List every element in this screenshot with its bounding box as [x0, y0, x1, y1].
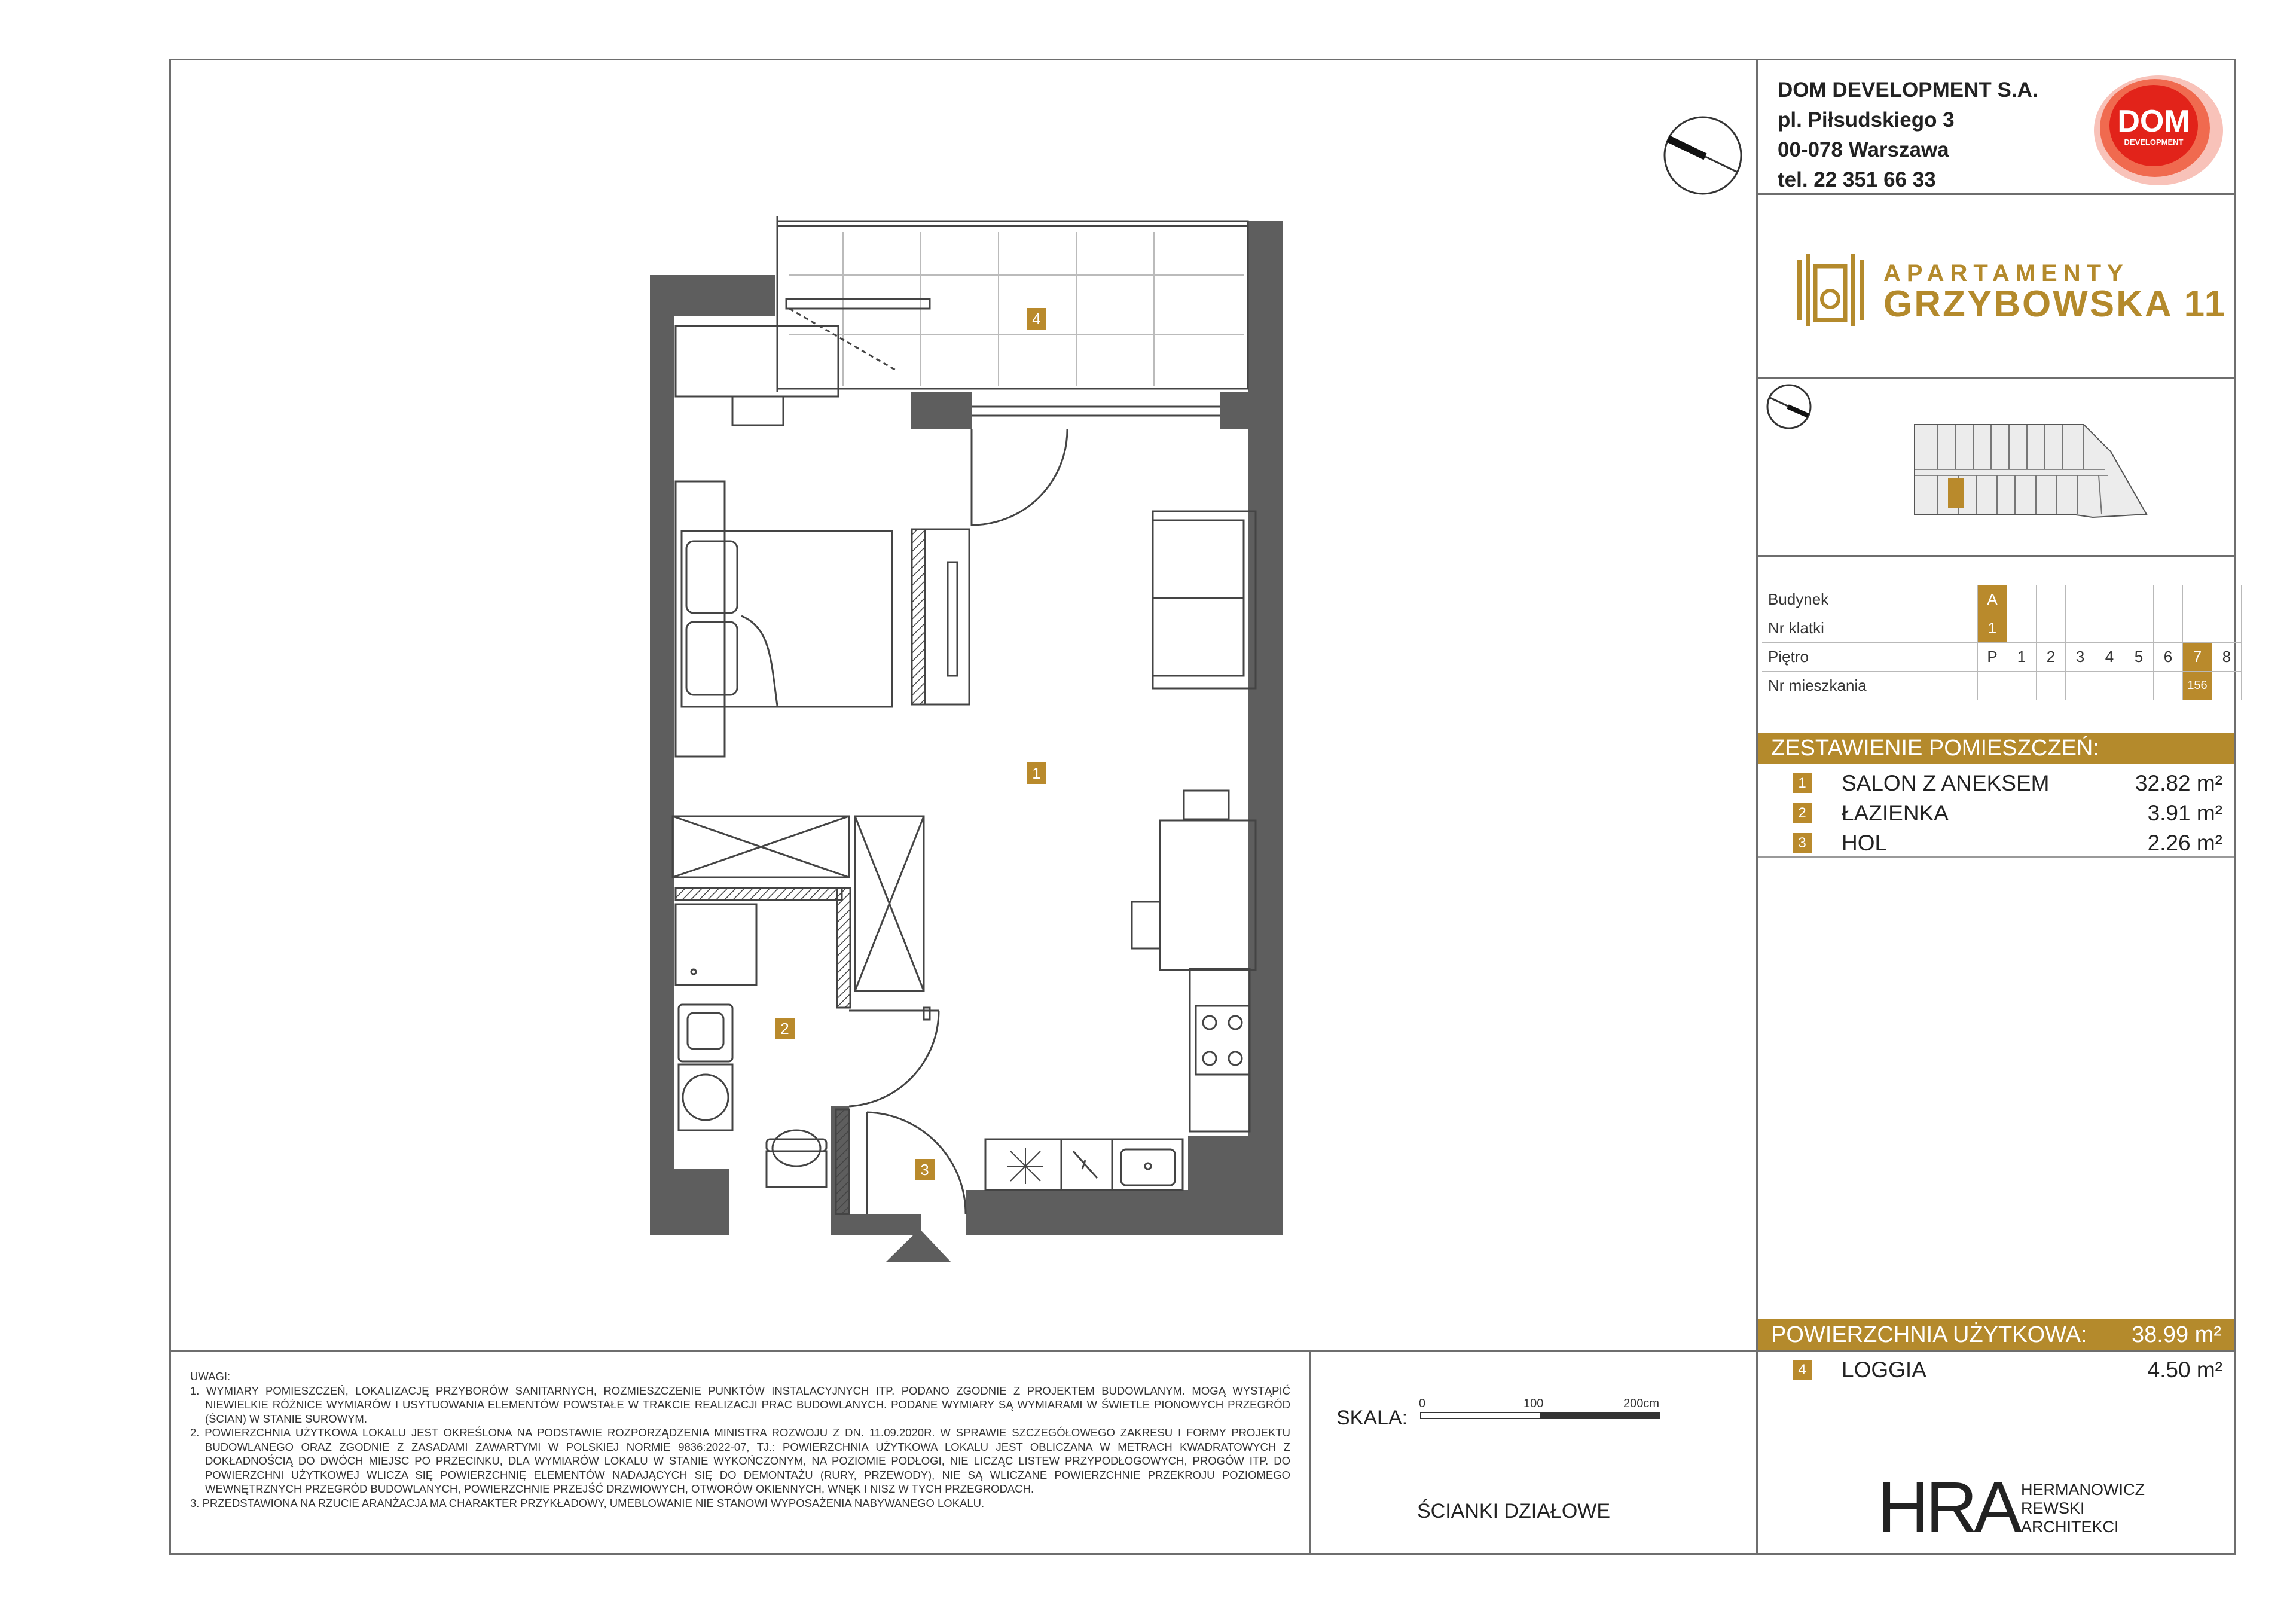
plan-label-2: 2	[775, 1018, 795, 1039]
rooms-header	[1758, 733, 2234, 764]
company-info	[1778, 75, 2038, 195]
total-area-bar	[1758, 1319, 2234, 1350]
bathroom	[673, 816, 939, 1187]
note-1: 1. WYMIARY POMIESZCZEŃ, LOKALIZACJĘ PRZYBORÓW SANITARNYCH, ROZMIESZCZENIE PUNKTÓW INSTALACYJNYCH ITP. PODANO ZGODNIE Z PROJEKTEM BUDOWLANYM. MOGĄ WYSTĄPIĆ NIEWIELKIE RÓŻNICE WYMIARÓW I USYTUOWANIA ELEMENTÓW POWSTAŁE W TRAKCIE REALIZACJI PRAC BUDOWLANYCH. PODANE WYMIARY SĄ WYMIARAMI W ŚWIETLE PIONOWYCH PRZEGRÓD (ŚCIAN) W STANIE SUROWYM.	[190, 1384, 1290, 1425]
row-nr-klatki: Nr klatki 1	[1762, 614, 2242, 643]
architect-names: HERMANOWICZ REWSKI ARCHITEKCI	[2021, 1481, 2145, 1536]
scale-tick-0: 0	[1419, 1397, 1426, 1410]
company-street: pl. Piłsudskiego 3	[1778, 108, 1955, 132]
project-name-line2: GRZYBOWSKA 11	[1883, 283, 2227, 325]
company-city: 00-078 Warszawa	[1778, 138, 1949, 161]
balcony-door	[972, 429, 1067, 525]
wardrobe	[912, 529, 969, 704]
architect-logo-text: HRA	[1877, 1467, 2019, 1547]
scale-tick-100: 100	[1523, 1397, 1544, 1410]
room-row-1: 1 SALON Z ANEKSEM 32.82 m²	[1758, 768, 2234, 798]
legend-label: ŚCIANKI DZIAŁOWE	[1417, 1500, 1611, 1523]
north-compass-icon	[1665, 117, 1741, 194]
plan-label-3: 3	[915, 1159, 935, 1180]
label-budynek: Budynek	[1762, 585, 1978, 614]
divider-keyplan	[1756, 555, 2236, 557]
company-name: DOM DEVELOPMENT S.A.	[1778, 78, 2038, 102]
keyplan-unit-highlight	[1948, 478, 1964, 508]
scale-bar	[1420, 1411, 1671, 1423]
plan-label-4: 4	[1027, 308, 1046, 330]
dom-development-logo	[2087, 66, 2225, 191]
row-pietro: Piętro P 1 2 3 4 5 6 7 8	[1762, 643, 2242, 672]
hall-door	[836, 1109, 966, 1214]
notes	[190, 1369, 1290, 1510]
divider-notes	[1309, 1350, 1311, 1555]
note-2: 2. POWIERZCHNIA UŻYTKOWA LOKALU JEST OKREŚLONA NA PODSTAWIE ROZPORZĄDZENIA MINISTRA ROZWOJU Z DN. 11.09.2020R. W SPRAWIE SZCZEGÓŁOWEGO ZAKRESU I FORMY PROJEKTU BUDOWLANEGO ORAZ ZGODNIE Z ZASADAMI ZAWARTYMI W POLSKIEJ NORMIE 9836:2022-07, TJ.: POWIERZCHNIA UŻYTKOWA LOKALU JEST OBLICZANA W METRACH KWADRATOWYCH Z DOKŁADNOŚCIĄ DO DWÓCH MIEJSC PO PRZECINKU, DLA WYMIARÓW LOKALU W STANIE WYKOŃCZONYM, NA POZIOMIE PODŁOGI, NIE LICZĄC LISTEW PRZYPODŁOGOWYCH, PROGÓW ITP. DO POWIERZCHNI UŻYTKOWEJ WLICZA SIĘ POWIERZCHNIĘ ELEMENTÓW NADAJĄCYCH SIĘ DO DEMONTAŻU (RURY, PRZEWODY), NIE SĄ WLICZANE POWIERZCHNIE PRZEKROJU POZIOMEGO WEWNĘTRZNYCH PRZEGRÓD BUDOWLANYCH, POWIERZCHNIE PRZEJŚĆ DRZWIOWYCH, OTWORÓW OKIENNYCH, WNĘK I NISZ W TYCH PRZEGRODACH.	[190, 1426, 1290, 1495]
title-block-divider	[1756, 59, 1758, 1350]
scale-label: SKALA:	[1336, 1407, 1408, 1429]
scale-tick-200: 200cm	[1623, 1397, 1660, 1410]
project-name-line1: APARTAMENTY	[1883, 260, 2129, 286]
desk	[676, 326, 838, 396]
row-nr-mieszkania: Nr mieszkania 156	[1762, 672, 2242, 700]
room-row-loggia: 4 LOGGIA 4.50 m²	[1758, 1355, 2234, 1385]
dining-table	[1132, 791, 1256, 970]
dom-logo-sub: DEVELOPMENT	[2124, 138, 2184, 147]
divider-brand	[1756, 377, 2236, 379]
bed	[676, 481, 892, 756]
total-area-value: 38.99 m²	[2132, 1322, 2221, 1347]
rooms-bottom-line	[1758, 856, 2234, 858]
project-brand	[1794, 248, 2227, 332]
dom-logo-text: DOM	[2117, 104, 2190, 139]
loggia	[777, 216, 1248, 416]
sofa	[1153, 511, 1256, 688]
label-pietro: Piętro	[1762, 643, 1978, 672]
key-plan	[1758, 380, 2236, 553]
room-row-3: 3 HOL 2.26 m²	[1758, 828, 2234, 858]
label-nr-klatki: Nr klatki	[1762, 614, 1978, 643]
desk-chair	[732, 396, 783, 425]
plan-label-1: 1	[1027, 762, 1046, 784]
notes-header: UWAGI:	[190, 1370, 231, 1383]
unit-info-table	[1762, 585, 2242, 700]
company-phone: tel. 22 351 66 33	[1778, 168, 1936, 191]
project-logo-icon	[1794, 254, 1871, 329]
note-3: 3. PRZEDSTAWIONA NA RZUCIE ARANŻACJA MA CHARAKTER PRZYKŁADOWY, UMEBLOWANIE NIE STANOWI WYPOSAŻENIA NABYWANEGO LOKALU.	[190, 1496, 985, 1509]
row-budynek: Budynek A	[1762, 585, 2242, 614]
rooms-header-text: ZESTAWIENIE POMIESZCZEŃ:	[1771, 736, 2099, 761]
keyplan-compass-icon	[1767, 385, 1810, 428]
total-area-label: POWIERZCHNIA UŻYTKOWA:	[1771, 1322, 2087, 1347]
outer-walls	[650, 221, 1283, 1235]
divider-footer	[169, 1350, 2236, 1352]
label-nr-mieszkania: Nr mieszkania	[1762, 672, 1978, 700]
room-row-2: 2 ŁAZIENKA 3.91 m²	[1758, 798, 2234, 828]
